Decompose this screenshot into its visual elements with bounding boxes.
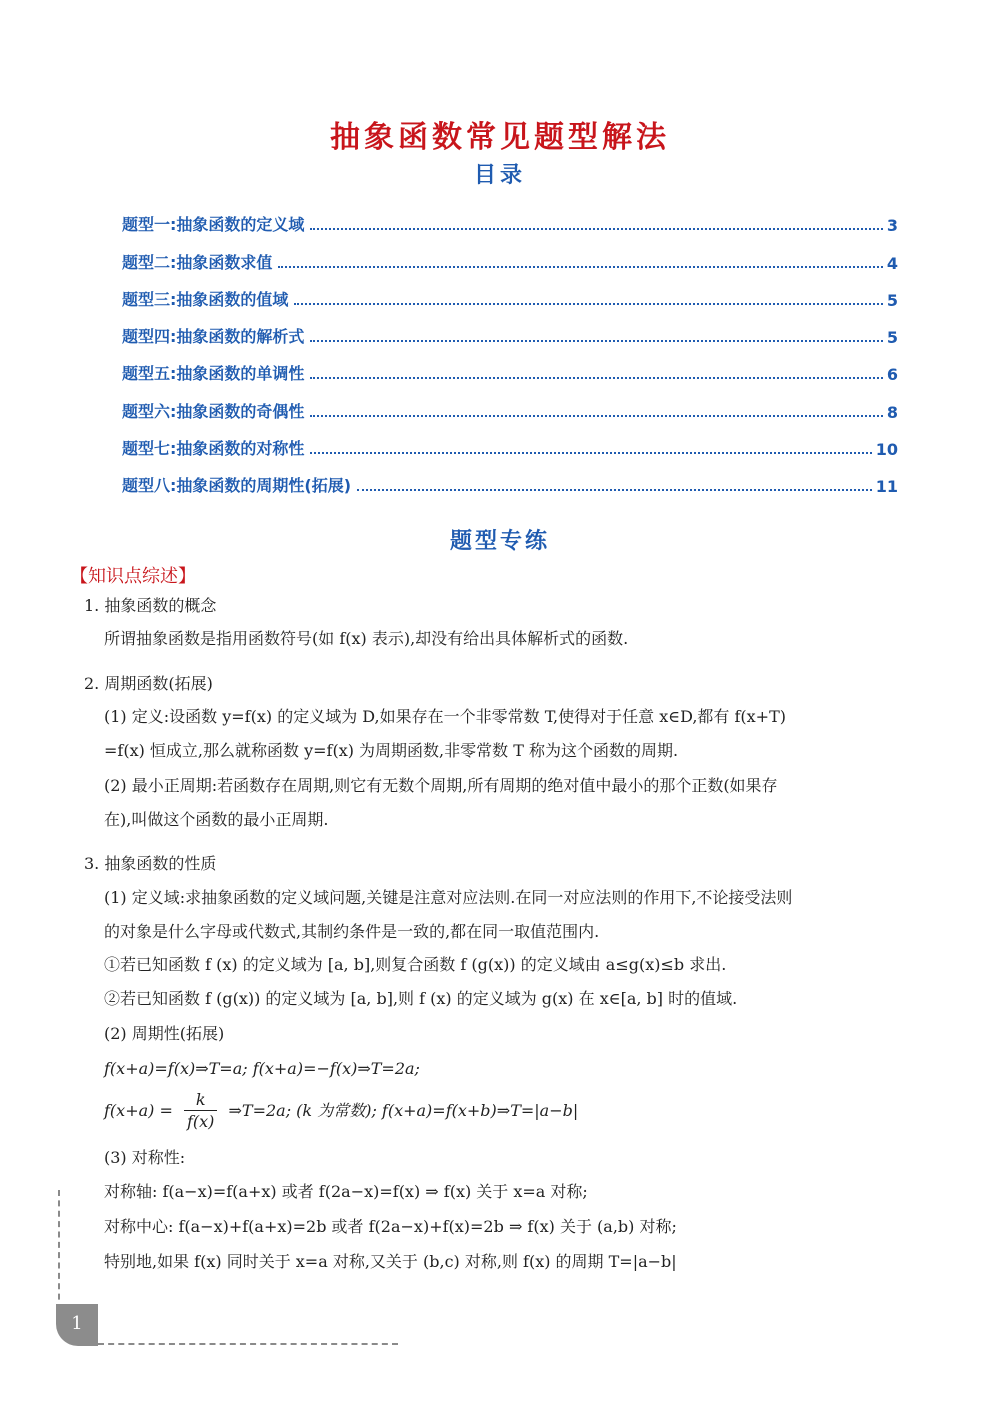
fraction-denominator: f(x) [186, 1112, 215, 1131]
toc-item-page: 5 [886, 328, 898, 348]
periodic-heading: 2. 周期函数(拓展) [84, 674, 213, 693]
toc-leader-dots [310, 415, 882, 417]
document-title: 抽象函数常见题型解法 [330, 120, 670, 155]
toc-leader-dots [278, 266, 882, 268]
section-heading: 题型专练 [449, 529, 550, 554]
symmetry-heading: (3) 对称性: [104, 1148, 186, 1167]
toc-item-label: 题型一:抽象函数的定义域 [122, 215, 305, 235]
periodic-definition-line-1: (1) 定义:设函数 y=f(x) 的定义域为 D,如果存在一个非零常数 T,使得对于任意 x∈D,都有 f(x+T) [104, 707, 787, 726]
table-of-contents [122, 198, 898, 496]
formula-rhs: ⇒T=2a; (k 为常数); f(x+a)=f(x+b)⇒T=|a−b| [228, 1101, 579, 1120]
toc-item-page: 3 [886, 216, 898, 236]
domain-line-1: (1) 定义域:求抽象函数的定义域问题,关键是注意对应法则.在同一对应法则的作用下,不论接受法则 [104, 888, 793, 907]
toc-leader-dots [310, 228, 882, 230]
properties-heading: 3. 抽象函数的性质 [84, 854, 217, 873]
toc-leader-dots [294, 303, 882, 305]
toc-item-label: 题型二:抽象函数求值 [122, 252, 273, 272]
toc-item-3[interactable] [122, 273, 898, 310]
toc-item-7[interactable] [122, 422, 898, 459]
toc-item-5[interactable] [122, 347, 898, 384]
toc-leader-dots [310, 452, 871, 454]
page-border-vertical [58, 1190, 60, 1310]
toc-item-6[interactable] [122, 384, 898, 421]
concept-text: 所谓抽象函数是指用函数符号(如 f(x) 表示),却没有给出具体解析式的函数. [104, 629, 629, 648]
page-border-horizontal [98, 1343, 398, 1345]
knowledge-summary-label: 【知识点综述】 [70, 566, 196, 587]
fraction-numerator: k [184, 1090, 217, 1111]
toc-item-label: 题型四:抽象函数的解析式 [122, 327, 305, 347]
domain-line-2: 的对象是什么字母或代数式,其制约条件是一致的,都在同一取值范围内. [104, 922, 600, 941]
domain-case-1: ①若已知函数 f (x) 的定义域为 [a, b],则复合函数 f (g(x)) 的定义域由 a≤g(x)≤b 求出. [104, 955, 727, 974]
periodicity-formula-2 [104, 1090, 578, 1133]
toc-item-2[interactable] [122, 235, 898, 272]
symmetry-axis: 对称轴: f(a−x)=f(a+x) 或者 f(2a−x)=f(x) ⇒ f(x) 关于 x=a 对称; [104, 1182, 588, 1201]
toc-item-label: 题型七:抽象函数的对称性 [122, 439, 305, 459]
symmetry-special: 特别地,如果 f(x) 同时关于 x=a 对称,又关于 (b,c) 对称,则 f(x) 的周期 T=|a−b| [104, 1252, 677, 1271]
toc-item-label: 题型六:抽象函数的奇偶性 [122, 401, 305, 421]
page-number: 1 [56, 1304, 98, 1346]
toc-leader-dots [357, 489, 872, 491]
toc-item-label: 题型五:抽象函数的单调性 [122, 364, 305, 384]
concept-heading: 1. 抽象函数的概念 [84, 596, 217, 615]
min-period-line-2: 在),叫做这个函数的最小正周期. [104, 810, 329, 829]
periodic-definition-line-2: =f(x) 恒成立,那么就称函数 y=f(x) 为周期函数,非零常数 T 称为这个函数的周期. [104, 741, 679, 760]
toc-heading: 目录 [473, 163, 526, 188]
min-period-line-1: (2) 最小正周期:若函数存在周期,则它有无数个周期,所有周期的绝对值中最小的那个正数(如果存 [104, 776, 778, 795]
toc-item-label: 题型三:抽象函数的值域 [122, 289, 289, 309]
toc-item-page: 8 [886, 402, 898, 422]
toc-item-4[interactable] [122, 310, 898, 347]
toc-item-label: 题型八:抽象函数的周期性(拓展) [122, 476, 352, 496]
toc-item-page: 4 [886, 253, 898, 273]
toc-item-page: 11 [875, 477, 898, 497]
toc-item-page: 5 [886, 290, 898, 310]
toc-item-page: 6 [886, 365, 898, 385]
toc-item-page: 10 [875, 440, 898, 460]
toc-leader-dots [310, 340, 882, 342]
fraction [184, 1090, 217, 1133]
formula-lhs: f(x+a) = [104, 1101, 173, 1120]
toc-item-1[interactable] [122, 198, 898, 235]
periodicity-formula-1: f(x+a)=f(x)⇒T=a; f(x+a)=−f(x)⇒T=2a; [104, 1059, 420, 1078]
symmetry-center: 对称中心: f(a−x)+f(a+x)=2b 或者 f(2a−x)+f(x)=2b ⇒ f(x) 关于 (a,b) 对称; [104, 1217, 677, 1236]
toc-item-8[interactable] [122, 459, 898, 496]
periodicity-heading: (2) 周期性(拓展) [104, 1024, 225, 1043]
domain-case-2: ②若已知函数 f (g(x)) 的定义域为 [a, b],则 f (x) 的定义域为 g(x) 在 x∈[a, b] 时的值域. [104, 989, 738, 1008]
toc-leader-dots [310, 377, 882, 379]
